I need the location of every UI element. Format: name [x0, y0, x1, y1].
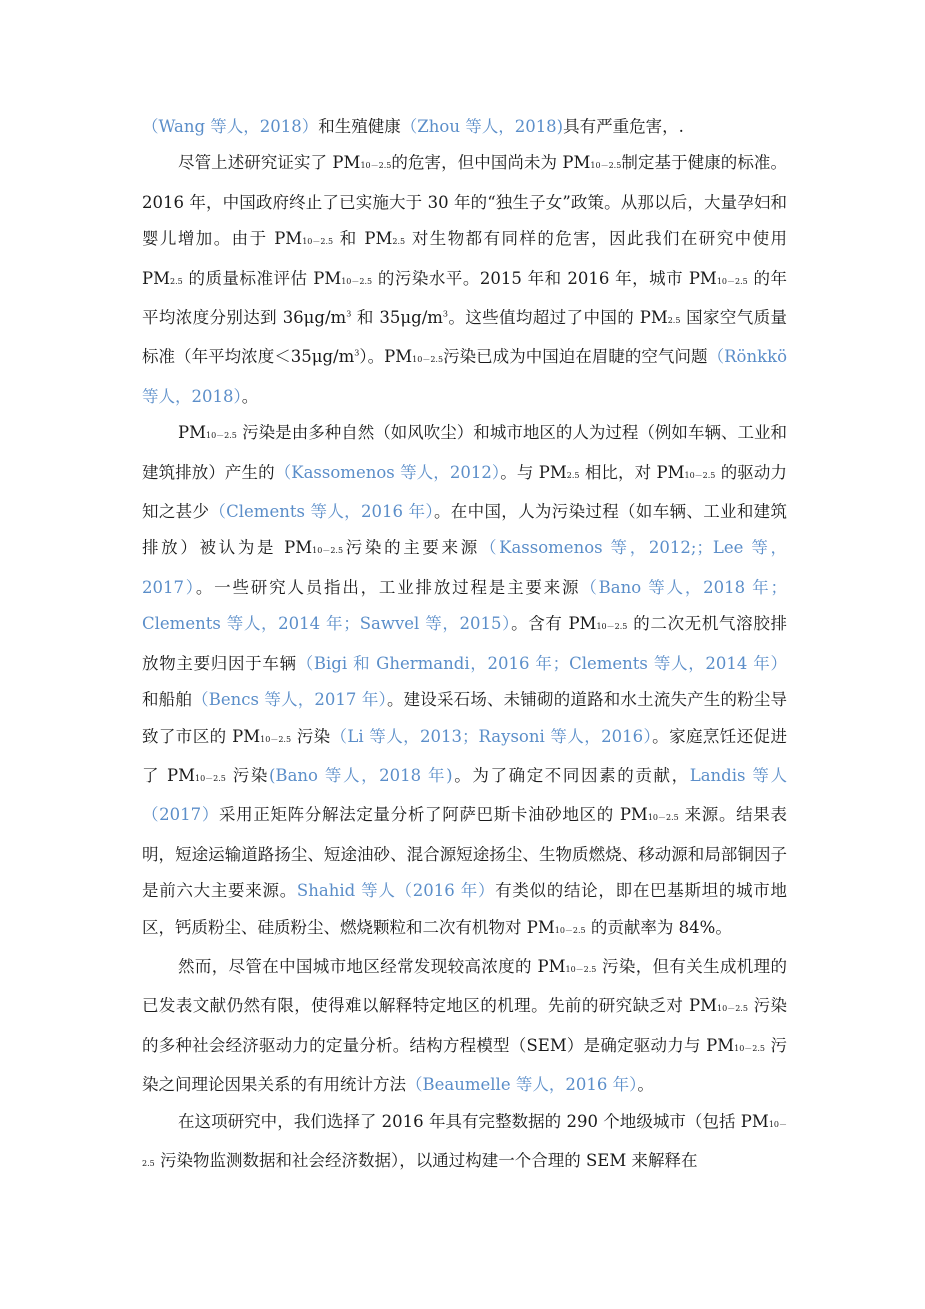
text-run: 的危害，但中国尚未为 PM	[391, 153, 591, 173]
citation: （Bigi 和 Ghermandi，2016 年；Clements 等人，2014 年）	[296, 653, 787, 673]
text-run: 对生物都有同样的危害，因此我们在研究中使用 PM	[142, 229, 787, 288]
citation: （Wang 等人，2018）	[142, 117, 319, 136]
subscript: 10－2.5	[590, 161, 622, 171]
text-run: 尽管上述研究证实了 PM	[178, 153, 361, 173]
text-run: 。在中国，人为污染过程（如车辆、工业和建筑排放）被认为是 PM	[142, 502, 788, 558]
text-run: 的年平均浓度分别达到 36μg/m	[142, 268, 787, 328]
citation: (Bano 等人，2018 年)	[269, 765, 453, 785]
subscript: 10－2.5	[647, 813, 679, 823]
text-run: 然而，尽管在中国城市地区经常发现较高浓度的 PM	[178, 956, 566, 976]
paragraph	[142, 415, 787, 949]
text-run: ）。PM	[359, 347, 413, 367]
text-run: 。为了确定不同因素的贡献，	[452, 765, 690, 785]
citation: （Clements 等人，2016 年）	[209, 502, 434, 522]
text-run: 的污染水平。2015 年和 2016 年，城市 PM	[372, 268, 717, 288]
subscript: 10－2.5	[142, 1119, 787, 1168]
subscript: 10－2.5	[302, 237, 334, 247]
text-run: 的质量标准评估 PM	[182, 268, 342, 288]
citation: （Kassomenos 等人，2012）	[274, 462, 501, 482]
citation: （Li 等人，2013；Raysoni 等人，2016）	[330, 726, 653, 746]
text-run: 和生殖健康	[318, 117, 401, 136]
text-run: 采用正矩阵分解法定量分析了阿萨巴斯卡油砂地区的 PM	[219, 805, 648, 825]
text-run: 。建设采石场、未铺砌的道路和水土流失产生的粉尘导致了市区的 PM	[142, 690, 788, 746]
text-run: 在这项研究中，我们选择了 2016 年具有完整数据的 290 个地级城市（包括 PM	[178, 1111, 769, 1131]
subscript: 10－2.5	[684, 470, 716, 480]
citation: （Kassomenos 等，2012;；Lee 等，2017）	[142, 538, 787, 597]
text-run: 污染，但有关生成机理的已发表文献仍然有限，使得难以解释特定地区的机理。先前的研究缺乏对 PM	[142, 956, 788, 1016]
subscript: 10－2.5	[360, 161, 392, 171]
text-run: 制定基于健康的标准。2016 年，中国政府终止了已实施大于 30 年的“独生子女”政策。从那以后，大量孕妇和婴儿增加。由于 PM	[142, 153, 787, 249]
text-run: 的贡献率为 84%。	[585, 917, 732, 937]
superscript: 3	[346, 309, 352, 319]
text-run: 。与 PM	[500, 462, 567, 482]
subscript: 10－2.5	[596, 622, 628, 632]
subscript: 2.5	[667, 316, 681, 326]
subscript: 10－2.5	[717, 1004, 748, 1014]
paragraph	[142, 145, 787, 415]
paragraph	[142, 109, 787, 145]
citation: （Rönkkö 等人，2018）	[142, 347, 788, 406]
citation: （Beaumelle 等人，2016 年）	[406, 1075, 638, 1095]
citation: Shahid 等人（2016 年）	[296, 881, 496, 901]
subscript: 2.5	[392, 237, 406, 247]
text-run: 和船舶	[142, 690, 193, 710]
text-run: 。家庭烹饪还促进了 PM	[142, 726, 787, 785]
superscript: 3	[442, 309, 448, 319]
subscript: 10－2.5	[194, 773, 226, 783]
subscript: 10－2.5	[412, 355, 444, 365]
superscript: 3	[354, 348, 360, 358]
paragraph	[142, 949, 787, 1104]
subscript: 10－2.5	[206, 431, 237, 441]
paragraph	[142, 1104, 787, 1183]
text-run: 。含有 PM	[511, 614, 597, 634]
text-run: 。这些值均超过了中国的 PM	[448, 308, 668, 328]
citation: Landis 等人（2017）	[142, 765, 787, 825]
text-run: 具有严重危害，.	[563, 117, 684, 136]
text-run: 的驱动力知之甚少	[142, 462, 787, 522]
text-run: 污染物监测数据和社会经济数据），以通过构建一个合理的 SEM 来解释在	[154, 1150, 698, 1170]
subscript: 10－2.5	[734, 1043, 766, 1053]
text-run: 和 PM	[333, 229, 393, 249]
subscript: 10－2.5	[312, 546, 344, 556]
subscript: 10－2.5	[716, 276, 748, 286]
text-run: 污染的主要来源	[343, 538, 480, 558]
text-run: 污染	[225, 765, 269, 785]
subscript: 10－2.5	[260, 734, 292, 744]
subscript: 10－2.5	[554, 925, 586, 935]
text-run: 。	[637, 1075, 654, 1095]
text-run: 污染的多种社会经济驱动力的定量分析。结构方程模型（SEM）是确定驱动力与 PM	[142, 996, 788, 1055]
text-run: 。	[241, 386, 259, 406]
text-run: 来源。结果表明，短途运输道路扬尘、短途油砂、混合源短途扬尘、生物质燃烧、移动源和局部铜因子是前六大主要来源。	[142, 805, 787, 901]
text-run: 污染已成为中国迫在眉睫的空气问题	[443, 347, 708, 367]
citation: （Zhou 等人，2018)	[400, 117, 564, 136]
text-run: 污染是由多种自然（如风吹尘）和城市地区的人为过程（例如车辆、工业和建筑排放）产生的	[142, 423, 787, 482]
text-run: 污染之间理论因果关系的有用统计方法	[142, 1035, 787, 1095]
text-run: 相比，对 PM	[579, 462, 685, 482]
text-run: 有类似的结论，即在巴基斯坦的城市地区，钙质粉尘、硅质粉尘、燃烧颗粒和二次有机物对 PM	[142, 881, 788, 937]
citation: （Bencs 等人，2017 年）	[192, 690, 387, 710]
text-run: 的二次无机气溶胶排放物主要归因于车辆	[142, 614, 787, 673]
subscript: 10－2.5	[341, 276, 373, 286]
citation: （Bano 等人，2018 年；Clements 等人，2014 年；Sawvel 等，2015）	[142, 577, 787, 634]
document-body	[142, 109, 787, 1182]
subscript: 2.5	[170, 276, 183, 286]
text-run: PM	[178, 423, 206, 443]
subscript: 10－2.5	[565, 964, 597, 974]
subscript: 2.5	[566, 470, 580, 480]
text-run: 污染	[291, 726, 331, 746]
text-run: 和 35μg/m	[351, 308, 443, 328]
text-run: 。一些研究人员指出，工业排放过程是主要来源	[195, 577, 581, 597]
text-run: 国家空气质量标准（年平均浓度＜35μg/m	[142, 308, 787, 367]
